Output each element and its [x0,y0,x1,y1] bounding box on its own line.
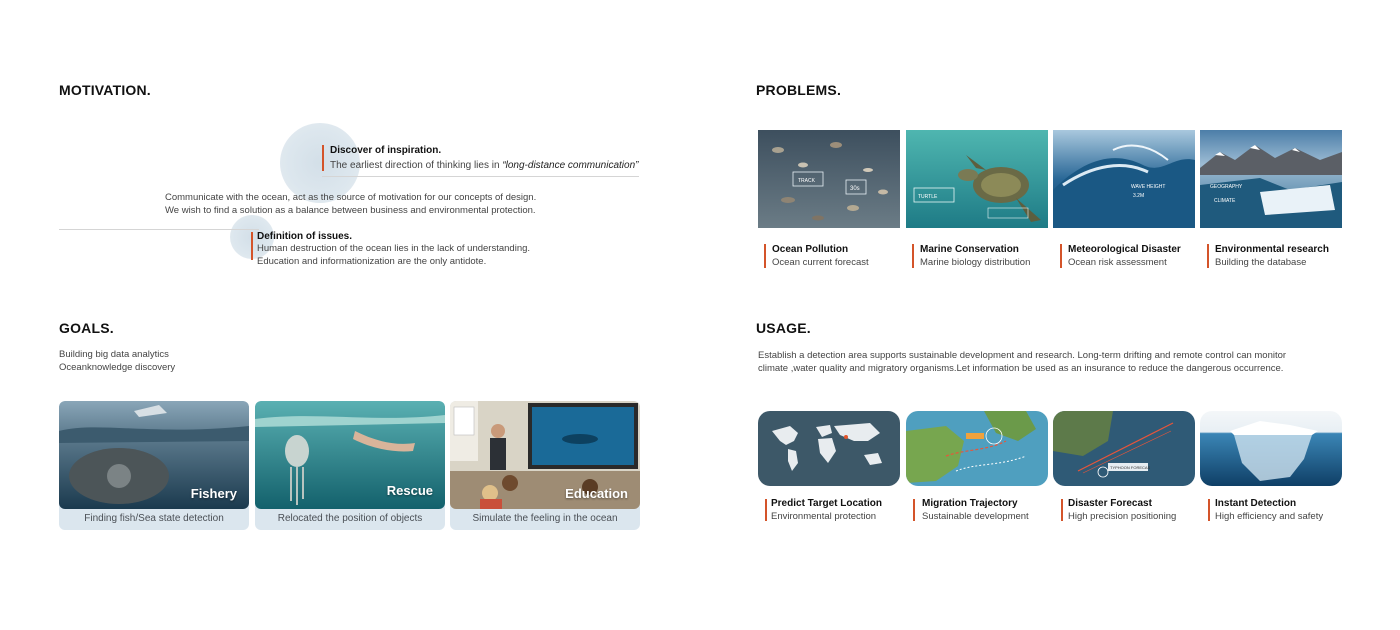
meteorological-disaster-image [1053,130,1195,228]
environmental-research-subtitle: Building the database [1215,257,1307,268]
predict-accent-bar [765,499,767,521]
issues-divider [59,229,259,230]
instant-detection-subtitle: High efficiency and safety [1215,511,1324,522]
environmental-research-image [1200,130,1342,228]
issues-line-1: Human destruction of the ocean lies in the lack of understanding. [257,243,531,254]
instant-detection-image [1200,411,1342,486]
migration-trajectory-subtitle: Sustainable development [922,511,1029,522]
disaster-forecast-image [1053,411,1195,486]
usage-heading: USAGE. [756,320,811,336]
education-label: Education [565,486,628,501]
goal-card-fishery [59,401,249,530]
environmental-research-title: Environmental research [1215,244,1329,255]
ocean-pollution-title: Ocean Pollution [772,244,849,255]
marine-conservation-title: Marine Conservation [920,244,1019,255]
marine-conservation-subtitle: Marine biology distribution [920,257,1031,268]
conservation-hud-1: TURTLE [918,194,938,200]
usage-line-2: climate ,water quality and migratory organisms.Let information be used as an insurance to reduce the dangerous occurrence. [758,363,1284,374]
predict-location-subtitle: Environmental protection [771,511,877,522]
migration-trajectory-image [906,411,1048,486]
disaster-forecast-title: Disaster Forecast [1068,498,1152,509]
disaster-accent-bar [1060,244,1062,268]
goals-line-1: Building big data analytics [59,349,169,360]
migration-trajectory-title: Migration Trajectory [922,498,1018,509]
detection-accent-bar [1208,499,1210,521]
predict-location-title: Predict Target Location [771,498,882,509]
meteorological-disaster-subtitle: Ocean risk assessment [1068,257,1167,268]
forecast-accent-bar [1061,499,1063,521]
pollution-accent-bar [764,244,766,268]
rescue-caption: Relocated the position of objects [277,513,423,524]
fishery-caption: Finding fish/Sea state detection [84,513,224,524]
research-hud-2: CLIMATE [1214,198,1236,204]
pollution-hud-1: TRACK [798,178,815,184]
rescue-label: Rescue [386,483,433,498]
inspiration-text: The earliest direction of thinking lies in “long-distance communication” [330,160,639,171]
fishery-label: Fishery [190,486,237,501]
goal-card-rescue [255,401,445,530]
pollution-hud-2: 30s [850,186,860,192]
goals-heading: GOALS. [59,320,114,336]
issues-line-2: Education and informationization are the only antidote. [257,256,487,267]
instant-detection-title: Instant Detection [1215,498,1297,509]
predict-location-image [758,411,900,486]
education-caption: Simulate the feeling in the ocean [472,513,618,524]
research-accent-bar [1207,244,1209,268]
ocean-pollution-image [758,130,900,228]
disaster-hud-2: 3.2M [1133,193,1145,199]
disaster-hud-1: WAVE HEIGHT [1131,184,1166,190]
issues-title: Definition of issues. [257,231,353,242]
issues-accent-bar [251,232,253,260]
inspiration-divider [322,176,639,177]
motivation-line-1: Communicate with the ocean, act as the source of motivation for our concepts of design. [165,192,537,203]
problems-heading: PROBLEMS. [756,82,842,98]
disaster-forecast-subtitle: High precision positioning [1068,511,1177,522]
goals-line-2: Oceanknowledge discovery [59,362,176,373]
forecast-hud-1: TYPHOON FORECAS [1110,465,1151,470]
research-hud-1: GEOGRAPHY [1210,184,1243,190]
conservation-accent-bar [912,244,914,268]
goal-card-education [450,401,640,530]
ocean-pollution-subtitle: Ocean current forecast [772,257,869,268]
motivation-heading: MOTIVATION. [59,82,151,98]
migration-accent-bar [913,499,915,521]
motivation-line-2: We wish to find a solution as a balance between business and environmental protection. [165,205,536,216]
meteorological-disaster-title: Meteorological Disaster [1068,244,1181,255]
inspiration-title: Discover of inspiration. [330,145,442,156]
marine-conservation-image [906,130,1048,228]
inspiration-accent-bar [322,145,324,171]
usage-line-1: Establish a detection area supports sustainable development and research. Long-term drifting and remote control can monitor [758,350,1287,361]
